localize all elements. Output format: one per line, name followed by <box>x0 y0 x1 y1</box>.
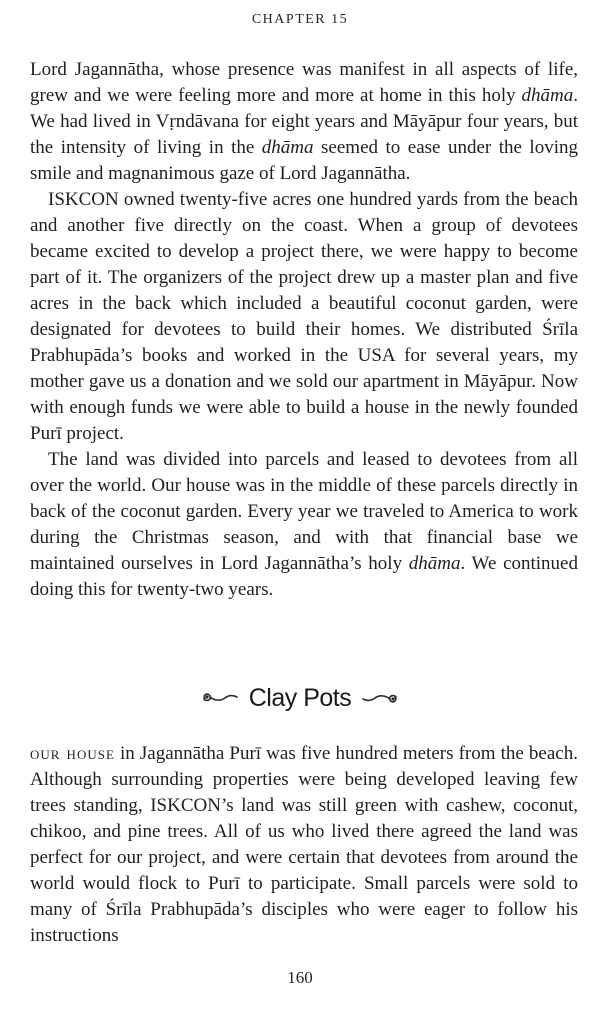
section-text <box>30 741 578 949</box>
page-number: 160 <box>287 968 313 987</box>
body-paragraph <box>30 57 578 187</box>
italic-term: dhāma <box>408 553 461 574</box>
right-scroll-ornament-icon <box>361 688 401 708</box>
italic-term: dhāma <box>261 137 314 158</box>
section-paragraph <box>30 741 578 949</box>
paragraph-text: Lord Jagannātha, whose presence was manifest in all aspects of life, grew and we were feeling more and more at home in this holy <box>30 59 578 106</box>
paragraph-text: The land was divided into parcels and leased to devotees from all over the world. Our house was in the middle of these parcels directly in back of the coconut garden. Every year we traveled to America to work during the Christmas season, and with that financial base we maintained ourselves in Lord Jagannātha’s holy <box>30 449 578 574</box>
section-heading <box>0 678 600 718</box>
body-paragraph <box>30 447 578 603</box>
body-paragraph <box>30 187 578 447</box>
left-scroll-ornament-icon <box>199 688 239 708</box>
paragraph-text: seemed to ease under the loving smile and magnanimous gaze of Lord Jagannātha. <box>30 137 578 184</box>
running-head: CHAPTER 15 <box>251 12 349 27</box>
section-paragraph-text: in Jagannātha Purī was five hundred meters from the beach. Although surrounding properties were being developed leaving few trees standing, ISKCON’s land was still green with cashew, coconut, chikoo, and pine trees. All of us who lived there agreed the land was perfect for our project, and were certain that devotees from around the world would flock to Purī to participate. Small parcels were sold to many of Śrīla Prabhupāda’s disciples who were eager to follow his instructions <box>30 743 578 946</box>
paragraph-text: ISKCON owned twenty-five acres one hundred yards from the beach and another five directly on the coast. When a group of devotees became excited to develop a project there, we were happy to become part of it. The organizers of the project drew up a master plan and five acres in the back which included a beautiful coconut garden, were designated for devotees to build their homes. We distributed Śrīla Prabhupāda’s books and worked in the USA for several years, my mother gave us a donation and we sold our apartment in Māyāpur. Now with enough funds we were able to build a house in the newly founded Purī project. <box>30 189 578 444</box>
lead-in: our house <box>30 743 115 764</box>
section-title: Clay Pots <box>248 683 352 712</box>
italic-term: dhāma <box>521 85 574 106</box>
paragraph-text: . We had lived in Vṛndāvana for eight years and Māyāpur four years, but the intensity of living in the <box>30 85 578 158</box>
paragraph-text: . We continued doing this for twenty-two years. <box>30 553 578 600</box>
body-text <box>30 57 578 603</box>
